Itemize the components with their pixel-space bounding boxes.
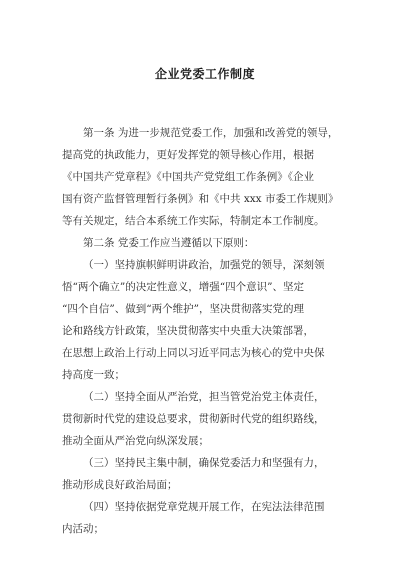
- body-line: （三）坚持民主集中制，确保党委活力和坚强有力，: [83, 457, 325, 469]
- body-line: 第一条 为进一步规范党委工作，加强和改善党的领导，: [83, 127, 339, 139]
- body-line: 内活动；: [62, 523, 104, 535]
- body-line: 国有资产监督管理暂行条例》和《中共 xxx 市委工作规则》: [62, 193, 339, 205]
- body-line: 第二条 党委工作应当遵循以下原则：: [83, 237, 255, 249]
- body-line: （一）坚持旗帜鲜明讲政治，加强党的领导，深刻领: [83, 259, 325, 271]
- body-line: 贯彻新时代党的建设总要求，贯彻新时代党的组织路线，: [62, 413, 325, 425]
- body-line: 推动全面从严治党向纵深发展；: [62, 435, 209, 447]
- body-line: 推动形成良好政治局面；: [62, 479, 178, 491]
- body-line: 持高度一致；: [62, 369, 125, 381]
- body-line: 等有关规定，结合本系统工作实际，特制定本工作制度。: [62, 215, 325, 227]
- document-title: 企业党委工作制度: [154, 67, 255, 81]
- body-line: 提高党的执政能力，更好发挥党的领导核心作用，根据: [62, 149, 314, 161]
- body-line: “四个自信”、做到“两个维护”，坚决贯彻落实党的理: [62, 303, 304, 315]
- body-line: （四）坚持依据党章党规开展工作，在宪法法律范围: [83, 501, 325, 513]
- body-line: 悟“两个确立”的决定性意义，增强“四个意识”、坚定: [62, 281, 304, 293]
- body-line: 论和路线方针政策，坚决贯彻落实中央重大决策部署，: [62, 325, 314, 337]
- body-line: 《中国共产党章程》《中国共产党党组工作条例》《企业: [62, 171, 314, 183]
- body-line: （二）坚持全面从严治党，担当管党治党主体责任，: [83, 391, 325, 403]
- body-line: 在思想上政治上行动上同以习近平同志为核心的党中央保: [62, 347, 325, 359]
